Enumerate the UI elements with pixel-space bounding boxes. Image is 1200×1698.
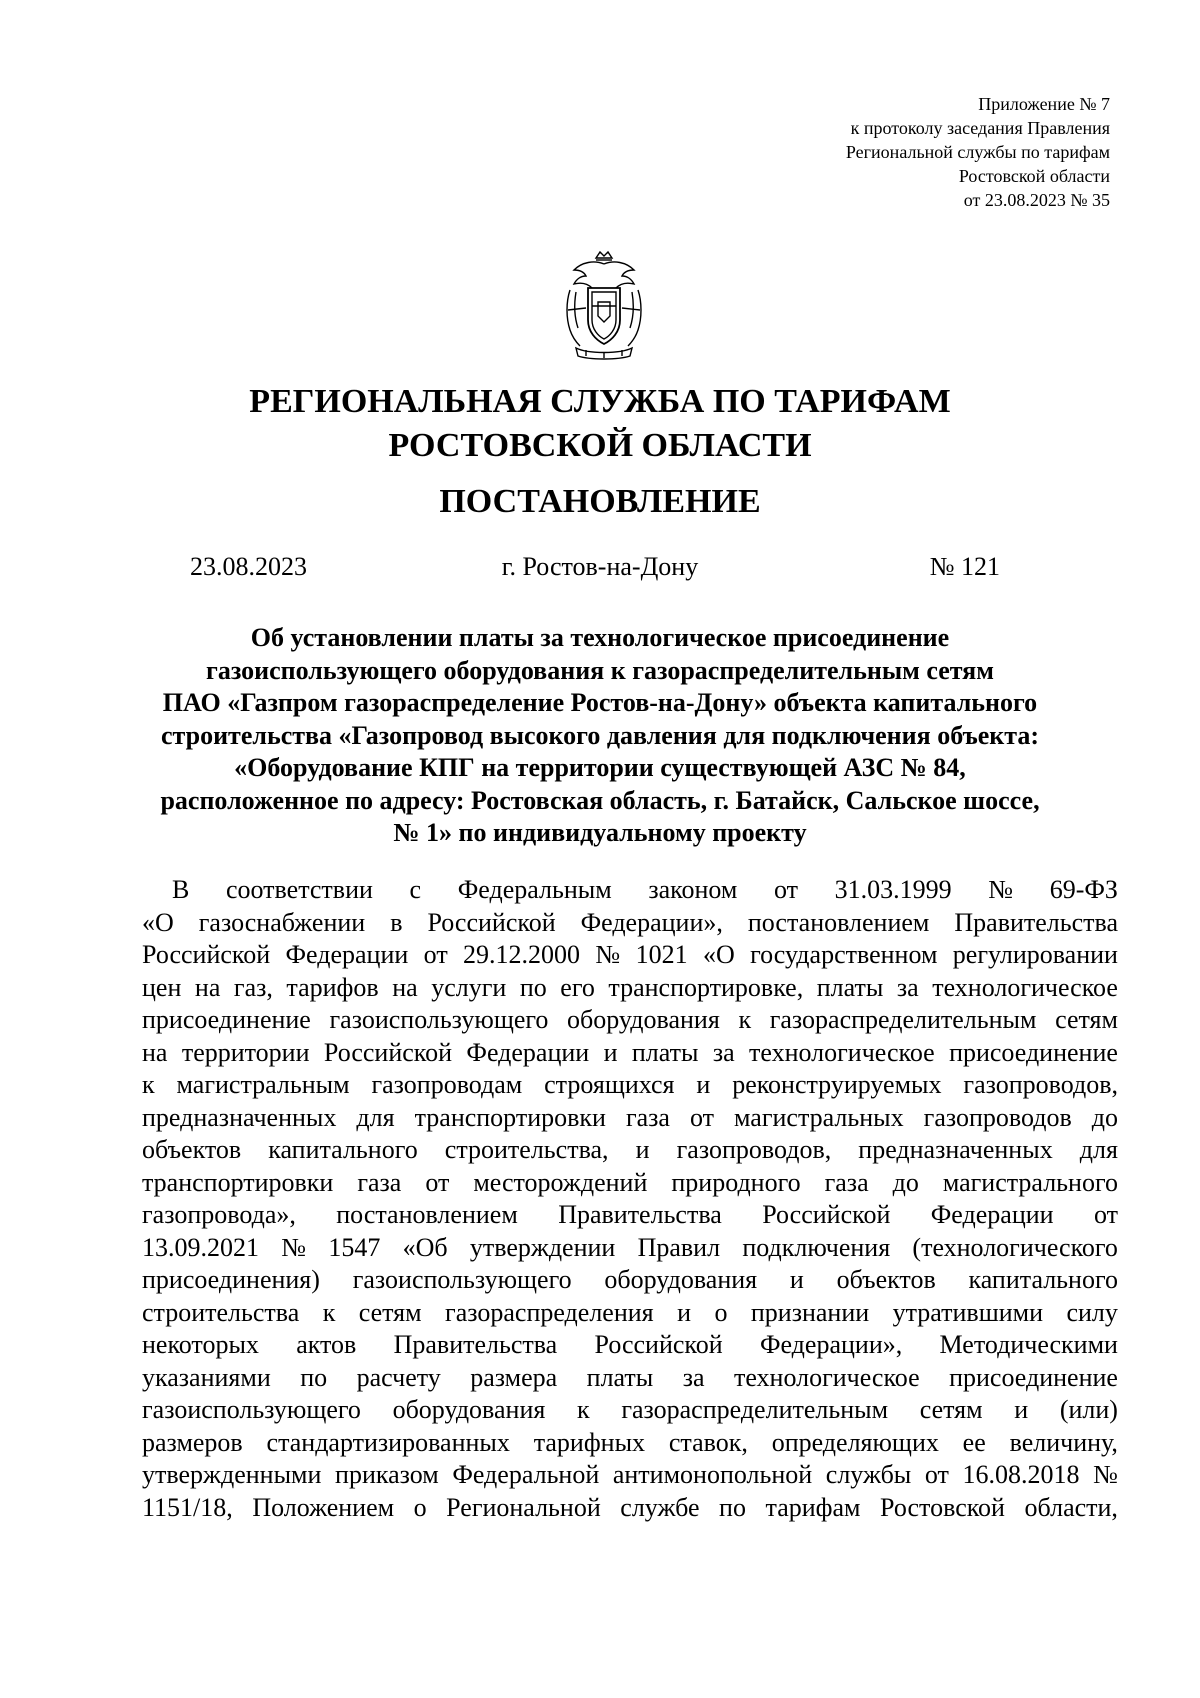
body-line: газопровода», постановлением Правительства Российской Федерации от (142, 1200, 1118, 1229)
body-line: В соответствии с Федеральным законом от 31.03.1999 № 69-ФЗ (172, 875, 1118, 904)
subject-line: Об установлении платы за технологическое присоединение (250, 623, 950, 652)
body-line: 1151/18, Положением о Региональной службе по тарифам Ростовской области, (142, 1492, 1118, 1522)
subject-line: газоиспользующего оборудования к газораспределительным сетям (206, 655, 994, 685)
document-number: № 121 (929, 552, 1000, 581)
body-line: 13.09.2021 № 1547 «Об утверждении Правил подключения (технологического (142, 1232, 1118, 1262)
body-line: предназначенных для транспортировки газа от магистральных газопроводов до (142, 1102, 1118, 1132)
body-line: некоторых актов Правительства Российской Федерации», Методическими (142, 1330, 1118, 1359)
body-line: на территории Российской Федерации и платы за технологическое присоединение (142, 1037, 1118, 1067)
document-type: ПОСТАНОВЛЕНИЕ (439, 483, 761, 520)
document-date: 23.08.2023 (190, 552, 307, 581)
organization-title-line: РОСТОВСКОЙ ОБЛАСТИ (388, 427, 812, 464)
body-line: Российской Федерации от 29.12.2000 № 1021 «О государственном регулировании (142, 940, 1118, 969)
subject-line: «Оборудование КПГ на территории существующей АЗС № 84, (234, 753, 966, 782)
appendix-block (846, 92, 1110, 212)
body-line: объектов капитального строительства, и газопроводов, предназначенных для (142, 1135, 1118, 1164)
appendix-line: к протоколу заседания Правления (850, 118, 1110, 138)
body-line: транспортировки газа от месторождений природного газа до магистрального (142, 1167, 1118, 1197)
appendix-line: Региональной службы по тарифам (845, 142, 1110, 162)
appendix-line: Ростовской области (958, 166, 1110, 186)
subject-line: ПАО «Газпром газораспределение Ростов-на-Дону» объекта капитального (162, 688, 1038, 717)
appendix-line: от 23.08.2023 № 35 (963, 190, 1110, 210)
body-line: к магистральным газопроводам строящихся и реконструируемых газопроводов, (142, 1070, 1118, 1099)
body-line: строительства к сетям газораспределения и о признании утратившими силу (142, 1297, 1118, 1327)
body-line: размеров стандартизированных тарифных ставок, определяющих ее величину, (142, 1427, 1118, 1457)
organization-title (0, 380, 1200, 468)
body-line: присоединение газоиспользующего оборудования к газораспределительным сетям (142, 1005, 1118, 1034)
body-line: «О газоснабжении в Российской Федерации», постановлением Правительства (142, 907, 1118, 937)
body-line: цен на газ, тарифов на услуги по его транспортировке, платы за технологическое (142, 972, 1118, 1002)
subject-line: строительства «Газопровод высокого давления для подключения объекта: (160, 720, 1039, 750)
body-line: газоиспользующего оборудования к газораспределительным сетям и (или) (142, 1395, 1118, 1424)
subject-line: расположенное по адресу: Ростовская область, г. Батайск, Сальское шоссе, (160, 785, 1040, 815)
organization-title-line: РЕГИОНАЛЬНАЯ СЛУЖБА ПО ТАРИФАМ (249, 383, 951, 420)
coat-of-arms-icon (556, 250, 652, 362)
document-subject (120, 622, 1080, 850)
body-line: утвержденными приказом Федеральной антимонопольной службы от 16.08.2018 № (142, 1460, 1118, 1489)
document-city: г. Ростов-на-Дону (501, 552, 699, 581)
document-body (142, 874, 1118, 1524)
body-line: присоединения) газоиспользующего оборудования и объектов капитального (142, 1265, 1118, 1294)
appendix-line: Приложение № 7 (978, 94, 1110, 114)
subject-line: № 1» по индивидуальному проекту (393, 818, 807, 847)
body-line: указаниями по расчету размера платы за технологическое присоединение (142, 1362, 1118, 1392)
